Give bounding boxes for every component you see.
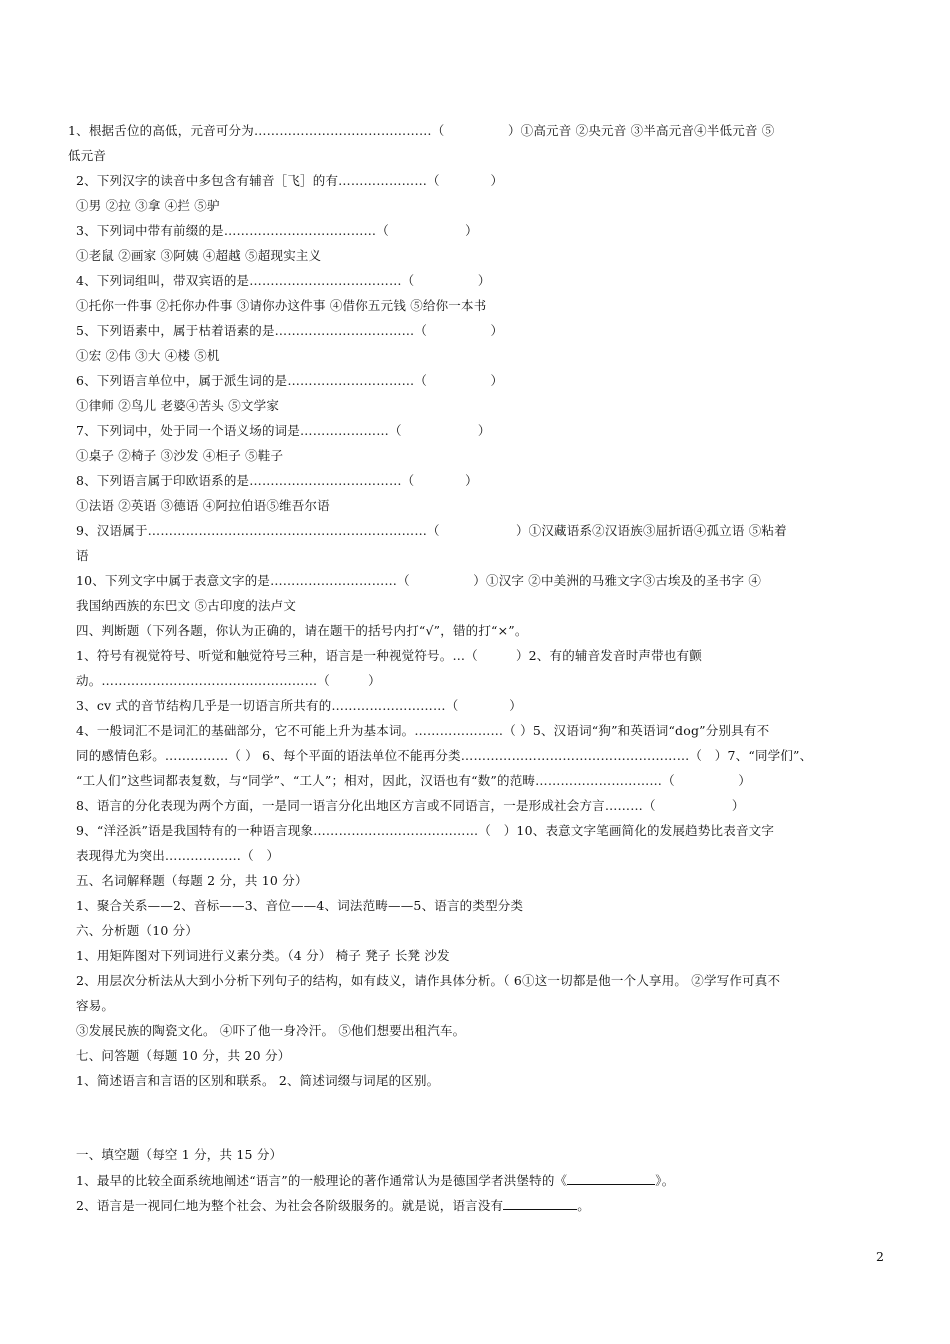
analysis-q2: 2、用层次分析法从大到小分析下列句子的结构，如有歧义，请作具体分析。（ 6①这一切都是他一个人享用。 ②学写作可真不 [76,973,781,988]
judge-line-1: 1、符号有视觉符号、听觉和触觉符号三种，语言是一种视觉符号。…（ ）2、有的辅音发音时声带也有颤 [76,648,702,663]
q9-line: 9、汉语属于…………………………………………………………（ ）①汉藏语系②汉语族③屈折语④孤立语 ⑤粘着 [76,523,787,538]
answer-blank-1[interactable] [567,1172,655,1185]
section-six-heading: 六、分析题（10 分） [76,923,199,938]
fill-blank-q2-text: 2、语言是一视同仁地为整个社会、为社会各阶级服务的。就是说，语言没有 [76,1198,504,1213]
analysis-q2-continuation: 容易。 [76,998,115,1013]
judge-line-7: 8、语言的分化表现为两个方面，一是同一语言分化出地区方言或不同语言，一是形成社会方言………（ ） [76,798,745,813]
analysis-q2-sentences: ③发展民族的陶瓷文化。 ④吓了他一身冷汗。 ⑤他们想要出租汽车。 [76,1023,466,1038]
judge-line-4: 4、一般词汇不是词汇的基础部分，它不可能上升为基本词。…………………（ ）5、汉语词“狗”和英语词“dog”分别具有不 [76,723,770,738]
fill-blank-q2-end: 。 [577,1198,590,1213]
q4-options: ①托你一件事 ②托你办件事 ③请你办这件事 ④借你五元钱 ⑤给你一本书 [76,298,487,313]
term-list: 1、聚合关系——2、音标——3、音位——4、词法范畴——5、语言的类型分类 [76,898,524,913]
q8-line: 8、下列语言属于印欧语系的是………………………………（ ） [76,473,478,488]
judge-line-6: “工人们”这些词都表复数，与“同学”、“工人”；相对，因此，汉语也有“数”的范畴…………………………（ ） [76,773,752,788]
q6-options: ①律师 ②鸟儿 老婆④苦头 ⑤文学家 [76,398,280,413]
q8-options: ①法语 ②英语 ③德语 ④阿拉伯语⑤维吾尔语 [76,498,330,513]
judge-line-2: 动。……………………………………………（ ） [76,673,381,688]
judge-line-9: 表现得尤为突出………………（ ） [76,848,280,863]
q6-line: 6、下列语言单位中，属于派生词的是…………………………（ ） [76,373,504,388]
q5-line: 5、下列语素中，属于枯着语素的是……………………………（ ） [76,323,504,338]
section-four-heading: 四、判断题（下列各题，你认为正确的，请在题干的括号内打“√”，错的打“×”。 [76,623,528,638]
q10-continuation: 我国纳西族的东巴文 ⑤古印度的法卢文 [76,598,297,613]
q2-line: 2、下列汉字的读音中多包含有辅音［飞］的有…………………（ ） [76,173,504,188]
analysis-q1: 1、用矩阵图对下列词进行义素分类。（4 分） 椅子 凳子 长凳 沙发 [76,948,450,963]
fill-blank-q1-end: 》。 [655,1173,675,1188]
section-five-heading: 五、名词解释题（每题 2 分，共 10 分） [76,873,308,888]
section-seven-heading: 七、问答题（每题 10 分，共 20 分） [76,1048,291,1063]
q1-line: 1、根据舌位的高低，元音可分为……………………………………（ ）①高元音 ②央元音 ③半高元音④半低元音 ⑤ [68,123,775,138]
page-number: 2 [876,1249,884,1264]
q3-line: 3、下列词中带有前缀的是………………………………（ ） [76,223,478,238]
q9-continuation: 语 [76,548,89,563]
q10-line: 10、下列文字中属于表意文字的是…………………………（ ）①汉字 ②中美洲的马雅文字③古埃及的圣书字 ④ [76,573,762,588]
judge-line-3: 3、cv 式的音节结构几乎是一切语言所共有的………………………（ ） [76,698,522,713]
q1-continuation: 低元音 [68,148,107,163]
q4-line: 4、下列词组叫，带双宾语的是………………………………（ ） [76,273,491,288]
q7-options: ①桌子 ②椅子 ③沙发 ④柜子 ⑤鞋子 [76,448,284,463]
answer-blank-2[interactable] [503,1197,577,1210]
judge-line-8: 9、“洋泾浜”语是我国特有的一种语言现象…………………………………（ ）10、表意文字笔画简化的发展趋势比表音文字 [76,823,775,838]
fill-blank-q1-text: 1、最早的比较全面系统地阐述“语言”的一般理论的著作通常认为是德国学者洪堡特的《 [76,1173,568,1188]
judge-line-5: 同的感情色彩。……………（ ） 6、每个平面的语法单位不能再分类………………………………………………（ ）7、“同学们”、 [76,748,813,763]
q5-options: ①宏 ②伟 ③大 ④楼 ⑤机 [76,348,220,363]
section-one-heading: 一、填空题（每空 1 分，共 15 分） [76,1147,283,1162]
q7-line: 7、下列词中，处于同一个语义场的词是…………………（ ） [76,423,491,438]
q2-options: ①男 ②拉 ③拿 ④拦 ⑤驴 [76,198,220,213]
q3-options: ①老鼠 ②画家 ③阿姨 ④超越 ⑤超现实主义 [76,248,322,263]
essay-questions: 1、简述语言和言语的区别和联系。 2、简述词缀与词尾的区别。 [76,1073,440,1088]
fill-blank-q1 [76,1172,674,1189]
fill-blank-q2 [76,1197,590,1214]
